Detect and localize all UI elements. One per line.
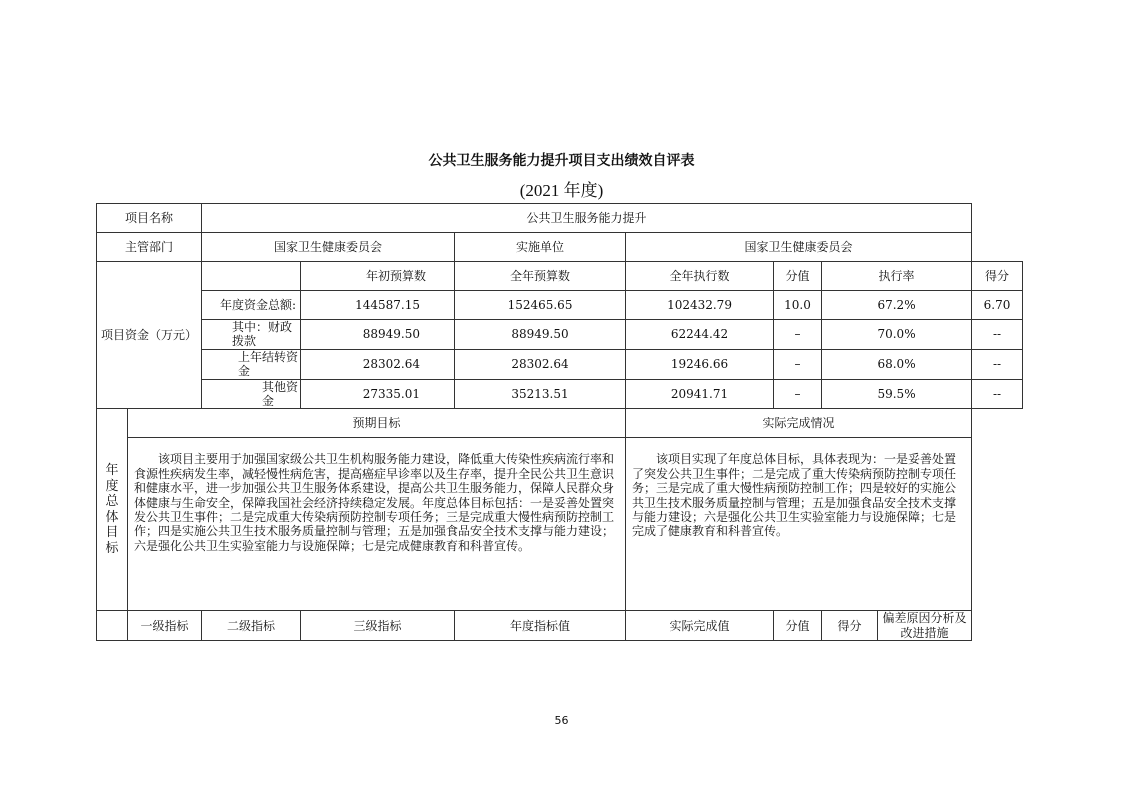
funds-row-rate: 70.0% — [822, 320, 972, 350]
funds-row-executed: 102432.79 — [626, 291, 774, 320]
funds-header-row — [97, 262, 1023, 291]
goals-side-char: 标 — [105, 541, 119, 557]
funds-row-executed: 19246.66 — [626, 349, 774, 379]
funds-row-initial: 144587.15 — [301, 291, 455, 320]
goals-header-row — [97, 409, 1023, 438]
impl-value: 国家卫生健康委员会 — [626, 233, 972, 262]
funds-row-annual: 28302.64 — [455, 349, 626, 379]
indicator-header-level3: 三级指标 — [301, 611, 455, 641]
department-row — [97, 233, 1023, 262]
funds-header-score-value: 分值 — [774, 262, 822, 291]
funds-header-score: 得分 — [972, 262, 1023, 291]
performance-table — [96, 203, 1023, 641]
goals-side-char: 目 — [105, 525, 119, 541]
funds-row-rate: 59.5% — [822, 379, 972, 409]
funds-row-annual: 152465.65 — [455, 291, 626, 320]
funds-row-label: 其他资金 — [202, 379, 301, 409]
funds-blank-header — [202, 262, 301, 291]
expected-goal-text: 该项目主要用于加强国家级公共卫生机构服务能力建设，降低重大传染性疾病流行率和食源性疾病发生率，减轻慢性病危害，提高癌症早诊率以及生存率，提升全民公共卫生意识和健康水平，进一步加强公共卫生服务体系建设，提高公共卫生服务能力，保障人民群众身体健康与生命安全，保障我国社会经济持续稳定发展。年度总体目标包括：一是妥善处置突发公共卫生事件；二是完成重大传染病预防控制专项任务；三是完成重大慢性病预防控制工作；四是实施公共卫生技术服务质量控制与管理；五是加强食品安全技术支撑与能力建设；六是强化公共卫生实验室能力与设施保障；七是完成健康教育和科普宣传。 — [128, 438, 626, 611]
funds-row-score-value: – — [774, 349, 822, 379]
indicator-header-level2: 二级指标 — [202, 611, 301, 641]
funds-row-initial: 28302.64 — [301, 349, 455, 379]
funds-header-rate: 执行率 — [822, 262, 972, 291]
funds-row-score-value: – — [774, 379, 822, 409]
page-number: 56 — [554, 714, 569, 727]
funds-row-initial: 88949.50 — [301, 320, 455, 350]
funds-row-other — [97, 379, 1023, 409]
funds-header-executed: 全年执行数 — [626, 262, 774, 291]
actual-completion-header: 实际完成情况 — [626, 409, 972, 438]
funds-row-fiscal — [97, 320, 1023, 350]
indicator-header-annual-target: 年度指标值 — [455, 611, 626, 641]
funds-row-score: -- — [972, 379, 1023, 409]
funds-row-executed: 20941.71 — [626, 379, 774, 409]
funds-header-initial: 年初预算数 — [301, 262, 455, 291]
actual-completion-text: 该项目实现了年度总体目标，具体表现为：一是妥善处置了突发公共卫生事件；二是完成了重大传染病预防控制专项任务；三是完成了重大慢性病预防控制工作；四是较好的实施公共卫生技术服务质量控制与管理；五是加强食品安全技术支撑与能力建设；六是强化公共卫生实验室能力与设施保障；七是完成了健康教育和科普宣传。 — [626, 438, 972, 611]
indicator-header-level1: 一级指标 — [128, 611, 202, 641]
funds-row-rate: 67.2% — [822, 291, 972, 320]
funds-section-label: 项目资金（万元） — [97, 262, 202, 409]
goals-side-label — [97, 409, 128, 611]
indicator-header-score-value: 分值 — [774, 611, 822, 641]
funds-row-annual: 88949.50 — [455, 320, 626, 350]
funds-row-executed: 62244.42 — [626, 320, 774, 350]
impl-label: 实施单位 — [455, 233, 626, 262]
project-name-value: 公共卫生服务能力提升 — [202, 204, 972, 233]
funds-header-annual: 全年预算数 — [455, 262, 626, 291]
funds-row-label: 其中：财政拨款 — [202, 320, 301, 350]
funds-row-annual: 35213.51 — [455, 379, 626, 409]
funds-row-total — [97, 291, 1023, 320]
funds-row-score-value: – — [774, 320, 822, 350]
expected-goal-header: 预期目标 — [128, 409, 626, 438]
dept-value: 国家卫生健康委员会 — [202, 233, 455, 262]
indicator-header-actual-value: 实际完成值 — [626, 611, 774, 641]
funds-row-label: 年度资金总额: — [202, 291, 301, 320]
dept-label: 主管部门 — [97, 233, 202, 262]
project-name-label: 项目名称 — [97, 204, 202, 233]
goals-side-char: 年 — [105, 463, 119, 479]
indicator-header-score: 得分 — [822, 611, 878, 641]
goals-side-char: 体 — [105, 509, 119, 525]
funds-row-carryover — [97, 349, 1023, 379]
funds-row-score: 6.70 — [972, 291, 1023, 320]
funds-row-label: 上年结转资金 — [202, 349, 301, 379]
funds-row-score-value: 10.0 — [774, 291, 822, 320]
funds-row-score: -- — [972, 349, 1023, 379]
indicators-header-row — [97, 611, 1023, 641]
project-name-row — [97, 204, 1023, 233]
funds-row-score: -- — [972, 320, 1023, 350]
page-subtitle: (2021 年度) — [519, 181, 604, 200]
funds-row-rate: 68.0% — [822, 349, 972, 379]
indicators-blank-cell — [97, 611, 128, 641]
page-title: 公共卫生服务能力提升项目支出绩效自评表 — [428, 153, 695, 169]
goals-content-row — [97, 438, 1023, 611]
goals-side-char: 总 — [105, 494, 119, 510]
goals-side-char: 度 — [105, 478, 119, 494]
indicator-header-deviation: 偏差原因分析及改进措施 — [878, 611, 972, 641]
funds-row-initial: 27335.01 — [301, 379, 455, 409]
